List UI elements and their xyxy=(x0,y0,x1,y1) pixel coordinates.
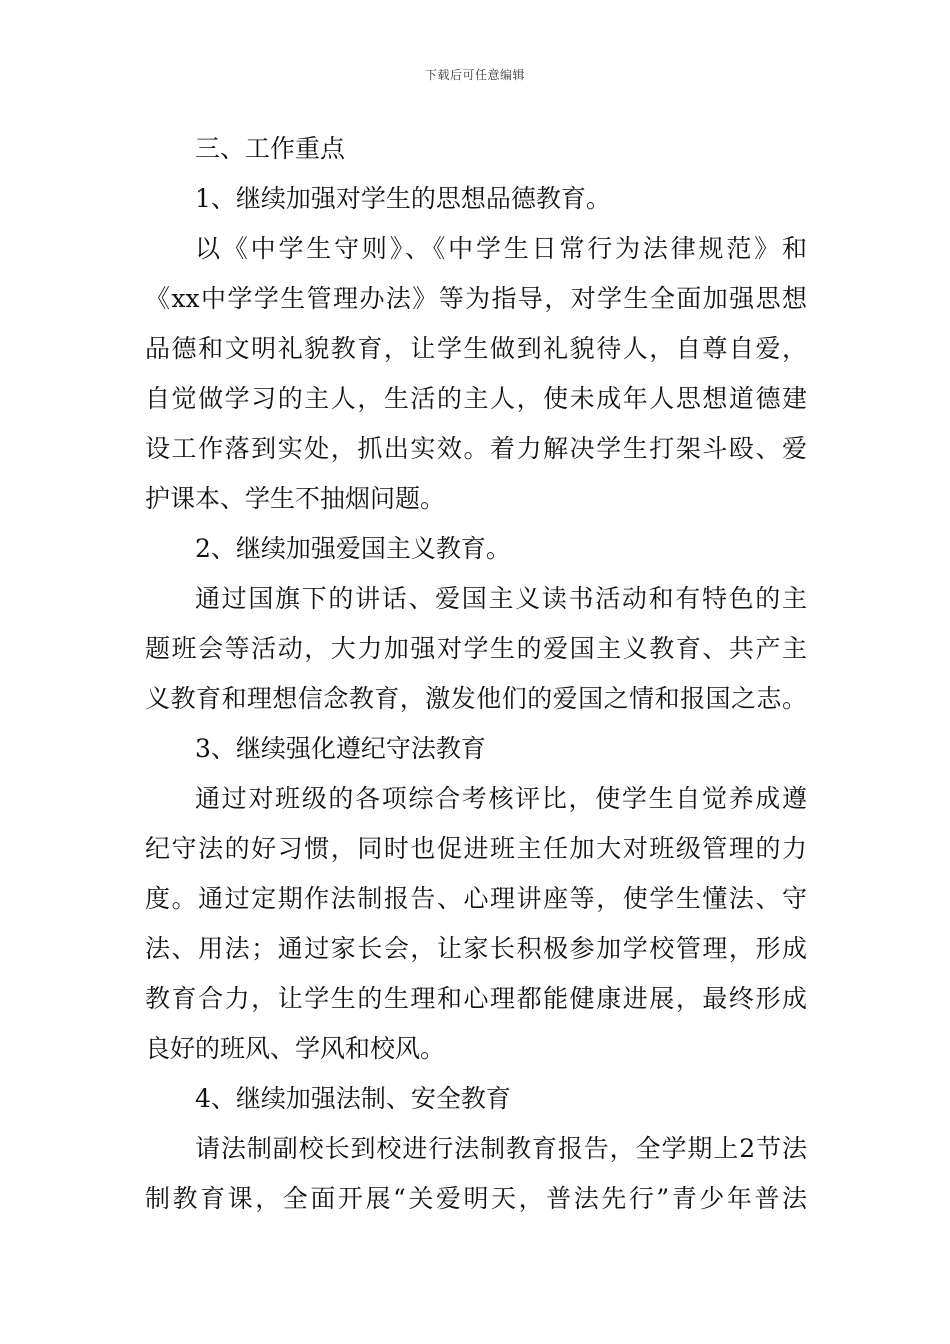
item-heading-1: 1、继续加强对学生的思想品德教育。 xyxy=(195,184,611,213)
paragraph-line: 度。通过定期作法制报告、心理讲座等，使学生懂法、守 xyxy=(145,884,807,913)
paragraph-line: 纪守法的好习惯，同时也促进班主任加大对班级管理的力 xyxy=(145,834,807,863)
paragraph-line: 品德和文明礼貌教育，让学生做到礼貌待人，自尊自爱， xyxy=(145,334,807,363)
paragraph-line: 制教育课，全面开展“关爱明天，普法先行”青少年普法 xyxy=(145,1184,807,1213)
paragraph-line: 通过对班级的各项综合考核评比，使学生自觉养成遵 xyxy=(195,784,807,813)
paragraph-line: 良好的班风、学风和校风。 xyxy=(145,1034,446,1063)
paragraph-line: 请法制副校长到校进行法制教育报告，全学期上2节法 xyxy=(195,1134,807,1163)
item-heading-3: 3、继续强化遵纪守法教育 xyxy=(195,734,486,763)
item-heading-4: 4、继续加强法制、安全教育 xyxy=(195,1084,511,1113)
paragraph-line: 护课本、学生不抽烟问题。 xyxy=(145,484,446,513)
header-note: 下载后可任意编辑 xyxy=(424,68,525,82)
paragraph-line: 设工作落到实处，抓出实效。着力解决学生打架斗殴、爱 xyxy=(145,434,807,463)
item-heading-2: 2、继续加强爱国主义教育。 xyxy=(195,534,511,563)
section-heading: 三、工作重点 xyxy=(195,134,346,163)
document-body xyxy=(145,124,807,1224)
paragraph-line: 以《中学生守则》、《中学生日常行为法律规范》和 xyxy=(195,234,807,263)
paragraph-line: 题班会等活动，大力加强对学生的爱国主义教育、共产主 xyxy=(145,634,807,663)
paragraph-line: 法、用法；通过家长会，让家长积极参加学校管理，形成 xyxy=(145,934,807,963)
paragraph-line: 通过国旗下的讲话、爱国主义读书活动和有特色的主 xyxy=(195,584,807,613)
paragraph-line: 教育合力，让学生的生理和心理都能健康进展，最终形成 xyxy=(145,984,807,1013)
paragraph-line: 《xx中学学生管理办法》等为指导，对学生全面加强思想 xyxy=(145,284,807,313)
paragraph-line: 自觉做学习的主人，生活的主人，使未成年人思想道德建 xyxy=(145,384,807,413)
paragraph-line: 义教育和理想信念教育，激发他们的爱国之情和报国之志。 xyxy=(145,684,807,713)
